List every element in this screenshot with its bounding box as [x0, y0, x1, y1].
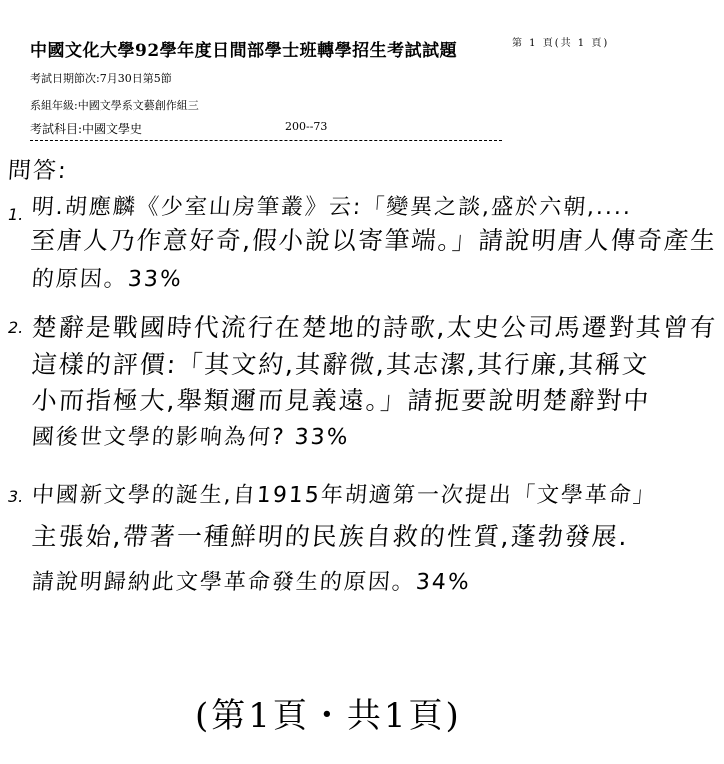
question-line: 至唐人乃作意好奇,假小說以寄筆端。」請說明唐人傳奇產生 — [29, 226, 718, 255]
question-line: 小而指極大,舉類邇而見義遠。」請扼要說明楚辭對中 — [30, 386, 652, 415]
header-divider — [30, 140, 502, 141]
exam-date: 考試日期節次:7月30日第5節 — [30, 72, 172, 85]
question-line: 明.胡應麟《少室山房筆叢》云:「變異之談,盛於六朝,.... — [30, 195, 634, 220]
question-line: 中國新文學的誕生,自1915年胡適第一次提出「文學革命」 — [30, 483, 658, 508]
department-line: 系組年級:中國文學系文藝創作組三 — [30, 99, 199, 112]
question-line: 請說明歸納此文學革命發生的原因。34% — [30, 570, 472, 595]
question-number: 3. — [8, 487, 24, 506]
section-heading: 問答: — [6, 158, 69, 184]
question-line: 這樣的評價:「其文約,其辭微,其志潔,其行廉,其稱文 — [30, 350, 651, 379]
page-indicator: 第 1 頁(共 1 頁) — [512, 38, 610, 49]
subject-line: 考試科目:中國文學史 — [30, 122, 143, 136]
question-line: 的原因。33% — [30, 267, 184, 292]
question-line: 楚辭是戰國時代流行在楚地的詩歌,太史公司馬遷對其曾有 — [30, 313, 718, 342]
question-line: 國後世文學的影响為何? 33% — [30, 425, 351, 450]
exam-title: 中國文化大學92學年度日間部學士班轉學招生考試試題 — [30, 41, 458, 61]
question-number: 1. — [8, 205, 24, 224]
question-number: 2. — [8, 318, 24, 337]
subject-code: 200--73 — [285, 120, 328, 133]
question-line: 主張始,帶著一種鮮明的民族自救的性質,蓬勃發展. — [30, 522, 630, 551]
page-footer: (第1頁・共1頁) — [195, 696, 462, 736]
